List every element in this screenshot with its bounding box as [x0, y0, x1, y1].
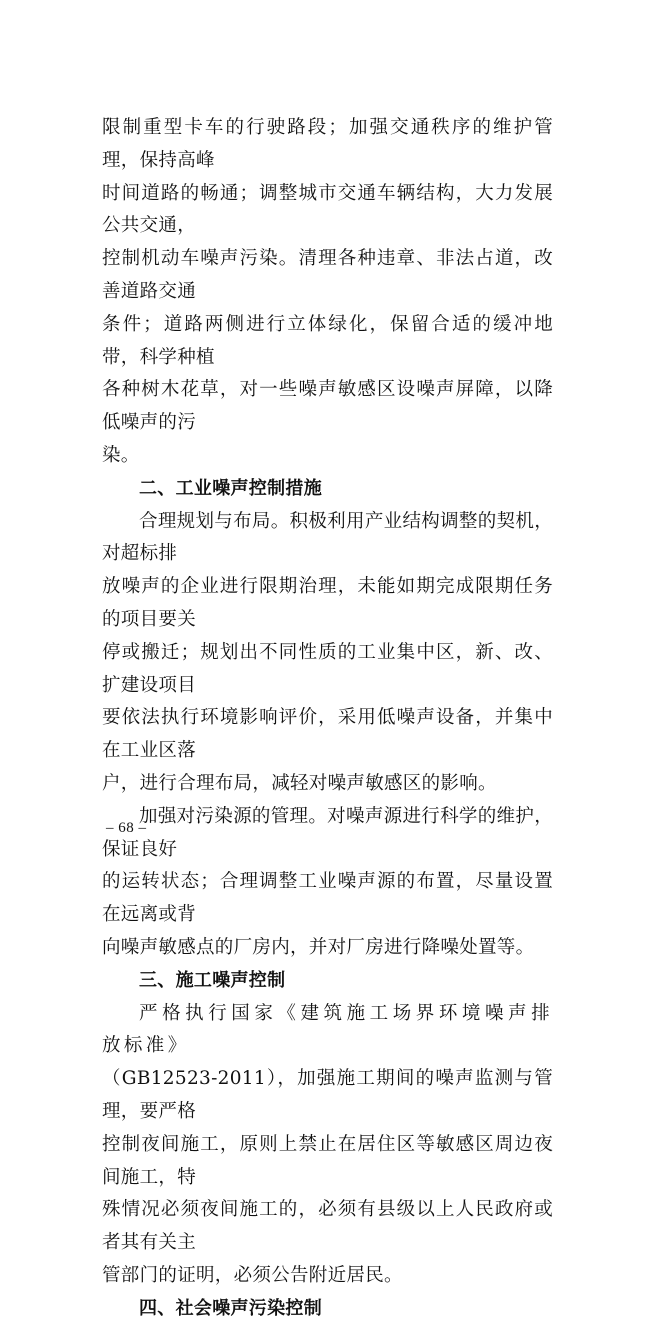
text-line: 限制重型卡车的行驶路段；加强交通秩序的维护管理，保持高峰 — [102, 117, 553, 171]
text-line: 户，进行合理布局，减轻对噪声敏感区的影响。 — [102, 772, 497, 794]
text-line: 控制夜间施工，原则上禁止在居住区等敏感区周边夜间施工，特 — [102, 1133, 553, 1188]
text-line: 放噪声的企业进行限期治理，未能如期完成限期任务的项目要关 — [102, 576, 553, 630]
section-heading-construction: 三、施工噪声控制 — [139, 969, 286, 991]
text-line: 时间道路的畅通；调整城市交通车辆结构，大力发展公共交通， — [102, 182, 553, 237]
text-line: 条件；道路两侧进行立体绿化，保留合适的缓冲地带，科学种植 — [102, 313, 553, 368]
text-line: 染。 — [102, 444, 140, 466]
text-line: 的运转状态；合理调整工业噪声源的布置，尽量设置在远离或背 — [102, 871, 553, 926]
body-text — [102, 112, 553, 1325]
text-line: 要依法执行环境影响评价，采用低噪声设备，并集中在工业区落 — [102, 707, 553, 762]
text-line: （GB12523-2011），加强施工期间的噪声监测与管理，要严格 — [102, 1068, 553, 1122]
text-line: 管部门的证明，必须公告附近居民。 — [102, 1264, 403, 1286]
text-line: 合理规划与布局。积极利用产业结构调整的契机，对超标排 — [102, 510, 553, 565]
paragraph-traffic-noise — [102, 112, 553, 473]
text-line: 殊情况必须夜间施工的，必须有县级以上人民政府或者其有关主 — [102, 1199, 553, 1254]
section-heading-industrial: 二、工业噪声控制措施 — [139, 477, 322, 499]
page-number: – 68 – — [106, 820, 147, 836]
text-line: 停或搬迁；规划出不同性质的工业集中区，新、改、扩建设项目 — [102, 641, 553, 696]
text-line: 加强对污染源的管理。对噪声源进行科学的维护，保证良好 — [102, 805, 553, 860]
text-line: 向噪声敏感点的厂房内，并对厂房进行降噪处置等。 — [102, 936, 535, 958]
section-heading-social: 四、社会噪声污染控制 — [139, 1297, 322, 1319]
paragraph-construction-standard — [102, 998, 553, 1293]
text-line: 控制机动车噪声污染。清理各种违章、非法占道，改善道路交通 — [102, 248, 553, 302]
paragraph-planning-layout — [102, 506, 553, 801]
text-line: 严格执行国家《建筑施工场界环境噪声排放标准》 — [102, 1002, 553, 1057]
paragraph-source-management — [102, 801, 553, 965]
text-line: 各种树木花草，对一些噪声敏感区设噪声屏障，以降低噪声的污 — [102, 379, 553, 434]
